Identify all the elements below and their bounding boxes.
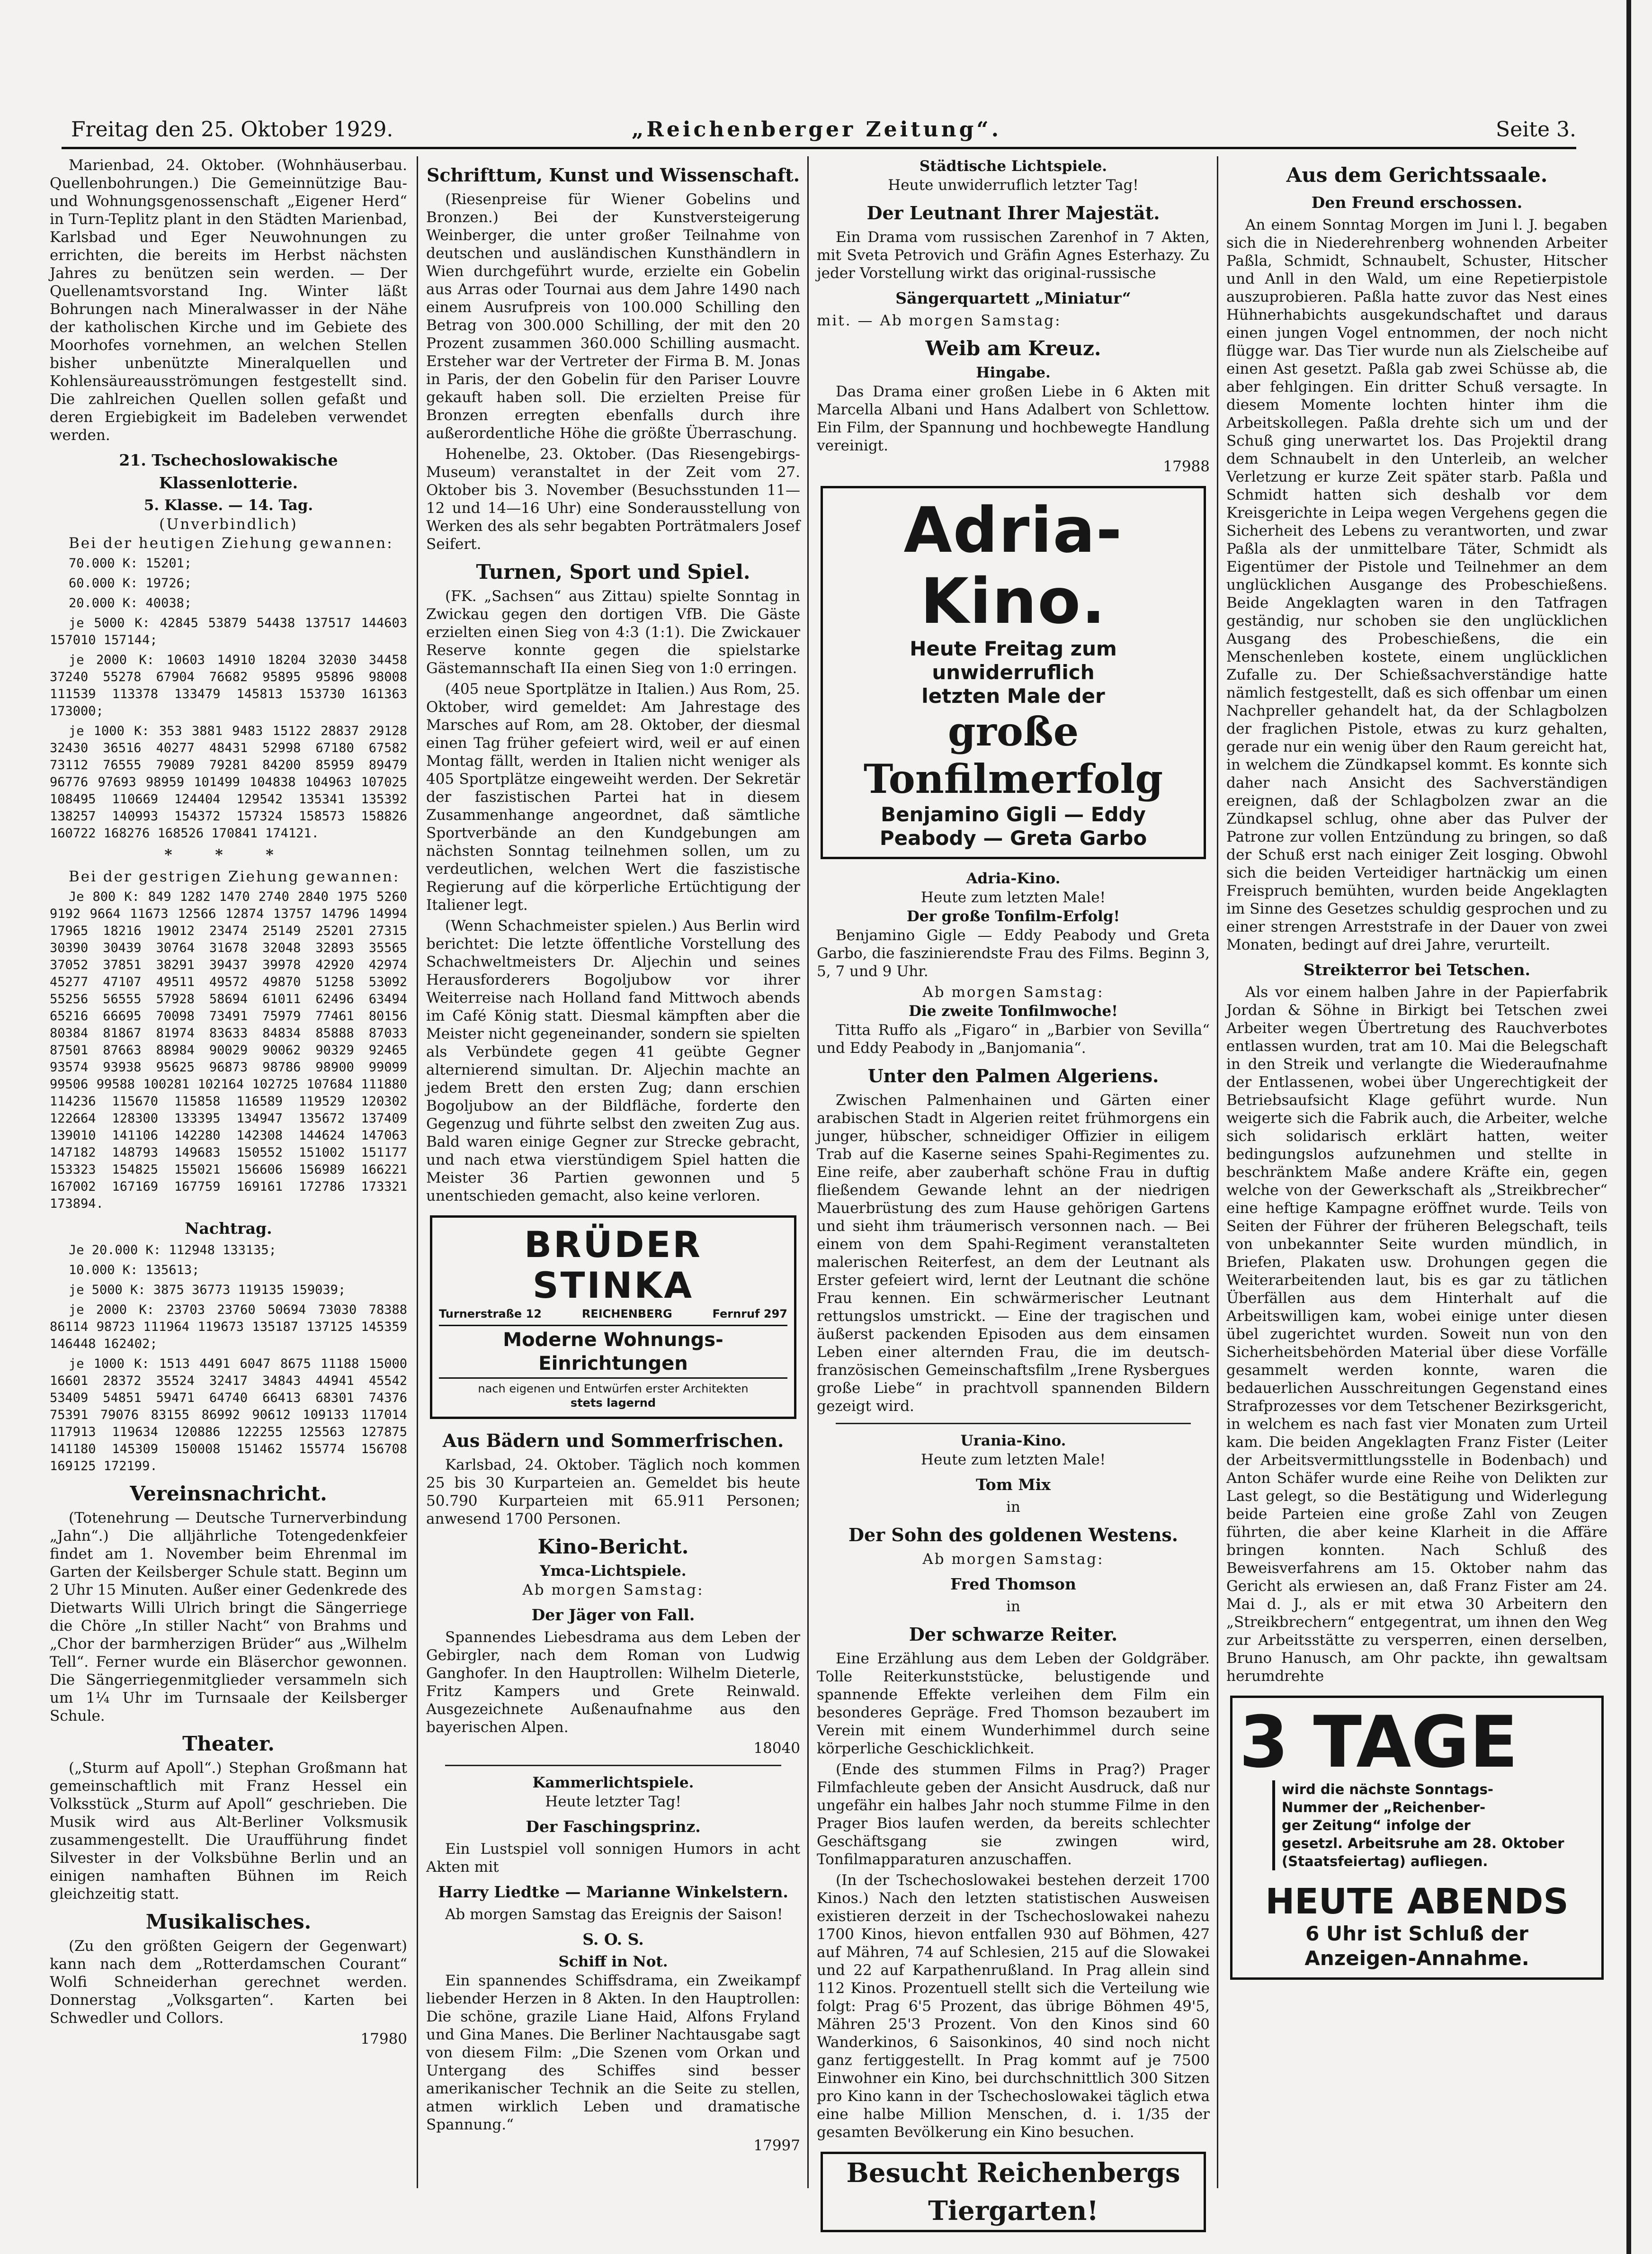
divider <box>445 1765 781 1766</box>
newspaper-page <box>19 9 1633 2245</box>
header-rule <box>62 147 1576 149</box>
heute-abends-headline: HEUTE ABENDS <box>1265 1881 1569 1922</box>
in-label: in <box>1006 1598 1020 1615</box>
lotterie-unverbindlich: (Unverbindlich) <box>159 516 298 533</box>
ad-number: 17980 <box>360 2030 407 2047</box>
film-leutnant-text: Ein Drama vom russischen Zarenhof in 7 Akten, mit Sveta Petrovich und Gräfin Agnes Esterhazy. Zu jeder Vorstellung wirkt das original-russische <box>817 229 1210 282</box>
article-marienbad: Marienbad, 24. Oktober. (Wohnhäuserbau. Quellenbohrungen.) Die Gemeinnützige Bau- und Wohnungsgenossenschaft „Eigener Herd“ in Turn-Teplitz plant in den Städten Marienbad, Karlsbad und Eger Neuwohnungen zu errichten, die bereits im Herbst nächsten Jahres zu benützen sein werden. — Der Quellenamtsvorstand Ing. Winter läßt Bohrungen nach Mineralwasser in der Nähe der katholischen Kirche und im Gebiete des Moorhofes vornehmen, an welchen Stellen bisher unbenützte Mineralquellen und Kohlensäureausströmungen festgestellt sind. Die zahlreichen Quellen sollen gefaßt und deren Ergiebigkeit im Badeleben verwendet werden. <box>50 157 407 444</box>
article-streikterror: Als vor einem halben Jahre in der Papierfabrik Jordan & Söhne in Birkigt bei Tetschen zwei Arbeiter wegen Übertretung des Rauchverbotes entlassen wurden, trat am 10. Mai die Belegschaft in den Streik und verlangte die Wiederaufnahme der Entlassenen, wobei über Ungerechtigkeit der Betriebsaufsicht Klage geführt wurde. Nun weigerte sich die Fabrik auch, die Arbeiter, welche sich solidarisch erklärt hatten, weiter bedingungslos aufzunehmen und stellte in beschränktem Maße andere Kräfte ein, gegen welche von der Gewerkschaft als „Streikbrecher“ eine heftige Kampagne eröffnet wurde. Teils von Seiten der Führer der früheren Belegschaft, teils von unbekannter Seite wurden mündlich, in Briefen, Plakaten usw. Drohungen gegen die Weiterarbeitenden laut, bis es gar zu tätlichen Überfällen aus dem Hinterhalt auf die Arbeitswilligen kam, wobei einige unter diesen übel zugerichtet wurden. Soweit nun von den Sicherheitsbehörden Material über diese Vorfälle gesammelt werden konnte, waren die bedauerlichen Ausschreitungen Gegenstand eines Strafprozesses vor dem Tetschener Bezirksgericht, in welchem es nach fast vier Monaten zum Urteil kam. Die beiden Angeklagten Franz Fister (Leiter der Arbeitsvermittlungsstelle in Bodenbach) und Anton Schäfer wurde eine Reihe von Delikten zur Last gelegt, so die Bestätigung und Widerlegung beide Parteien eine große Zahl von Zeugen führten, die aber keine Klarheit in die Affäre bringen konnten. Nach Schluß des Beweisverfahrens am 15. Oktober nahm das Gericht als erwiesen an, daß Franz Fister am 24. Mai d. J., als er mit etwa 30 Arbeitern den „Streikbrechern“ entgegentrat, um ihnen den Weg zur Arbeitsstätte zu versperren, einen derselben, Bruno Hanusch, am Ohr packte, ihn gewaltsam herumdrehte <box>1226 984 1607 1685</box>
lottery-line: je 2000 K: 10603 14910 18204 32030 34458 37240 55278 67904 76682 95895 95896 98008 111539 113378 133479 145813 153730 161363 173000; <box>50 653 407 718</box>
lottery-line: 70.000 K: 15201; <box>69 556 192 571</box>
adria-sub1: Heute Freitag zum unwiderruflich <box>910 637 1117 684</box>
article-gobelins: (Riesenpreise für Wiener Gobelins und Bronzen.) Bei der Kunstversteigerung Weinberger, die unter großer Teilnahme von deutschen und ausländischen Kunsthändlern in Wien durchgeführt wurde, erzielte ein Gobelin aus Arras oder Tournai aus dem Jahre 1490 nach einem Ausrufpreis von 100.000 Schilling den Betrag von 300.000 Schilling, der mit den 20 Prozent zusammen 360.000 Schilling ausmacht. Ersteher war der Vertreter der Firma B. M. Jonas in Paris, der den Gobelin für den Pariser Louvre gekauft haben soll. Die erzielten Preise für Bronzen erregten ebenfalls durch ihre außerordentliche Höhe die größte Überraschung. <box>426 191 800 442</box>
article-stummfilm: (Ende des stummen Films in Prag?) Prager Filmfachleute geben der Ansicht Ausdruck, daß nur ungefähr ein halbes Jahr noch stumme Filme in den Prager Bios laufen werden, da bereits schlechter Geschäftsgang sie zwingen wird, Tonfilmapparaturen anzuschaffen. <box>817 1761 1210 1868</box>
lottery-line: Je 800 K: 849 1282 1470 2740 2840 1975 5260 9192 9664 11673 12566 12874 13757 14796 14994 17965 18216 19012 23474 25149 25201 27315 30390 30439 30764 31678 32048 32893 35565 37052 37851 38291 39437 39978 42920 42974 45277 47107 49511 49572 49870 51258 53092 55256 56555 57928 58694 61011 62496 63494 65216 66695 70098 73491 75979 77461 80156 80384 81867 81974 83633 84834 85888 87033 87501 87663 88984 90029 90062 90329 92465 93574 93938 95625 96873 98786 98900 99099 99506 99588 100281 102164 102725 107684 111880 114236 115670 115858 116589 119529 120302 122664 128300 133395 134947 135672 137409 139010 141106 142280 142308 144624 147063 147182 148793 149683 150552 151002 151177 153323 154825 155021 156606 156989 166221 167002 167169 167759 169161 172786 173321 173894. <box>50 889 407 1211</box>
lotterie-nachtrag <box>50 1242 407 1475</box>
adria-stars1: Benjamino Gigli — Eddy <box>881 803 1146 826</box>
baeder-title: Aus Bädern und Sommerfrischen. <box>442 1430 784 1451</box>
adria-headline: große Tonfilmerfolg <box>863 708 1163 802</box>
column-3 <box>817 156 1210 2243</box>
tage-line: Nummer der „Reichenber- <box>1282 1799 1486 1815</box>
heute-abends-line: Anzeigen-Annahme. <box>1304 1947 1529 1970</box>
heute-zum-letzten: Heute zum letzten Male! <box>920 1451 1106 1468</box>
film-leutnant-title: Der Leutnant Ihrer Majestät. <box>866 202 1160 224</box>
stinka-address-line <box>439 1306 787 1322</box>
lottery-line: je 1000 K: 1513 4491 6047 8675 11188 15000 16601 28372 35524 32417 34843 44941 45542 53409 54851 59471 64740 66413 68301 74376 75391 79076 83155 86992 90612 109133 117014 117913 119634 120886 122255 125563 127875 141180 145309 150008 151462 155774 156708 169125 172199. <box>50 1356 407 1473</box>
kino-bericht-title: Kino-Bericht. <box>537 1535 689 1558</box>
lottery-line: je 5000 K: 42845 53879 54438 137517 144603 157010 157144; <box>50 616 407 647</box>
lotterie-klasse: 5. Klasse. — 14. Tag. <box>143 497 313 514</box>
stinka-street: Turnerstraße 12 <box>439 1307 542 1320</box>
header-paper-name: „Reichenberger Zeitung“. <box>631 117 1002 142</box>
nachtrag-title: Nachtrag. <box>185 1219 272 1238</box>
tage-headline: 3 TAGE <box>1239 1701 1518 1784</box>
column-1 <box>50 156 407 2048</box>
heute-letzter-tag: Heute letzter Tag! <box>545 1793 681 1810</box>
stinka-stock: stets lagernd <box>570 1396 656 1410</box>
tage-line: (Staatsfeiertag) aufliegen. <box>1282 1853 1488 1869</box>
kammerlichtspiele: Kammerlichtspiele. <box>532 1774 694 1791</box>
tage-line: gesetzl. Arbeitsruhe am 28. Oktober <box>1282 1835 1564 1851</box>
article-hohenelbe: Hohenelbe, 23. Oktober. (Das Riesengebirgs-Museum) veranstaltet in der Zeit vom 27. Oktober bis 3. November (Besuchsstunden 11—12 und 14—16 Uhr) eine Sonderausstellung von Werken des als sehr begabten Porträtmalers Josef Seifert. <box>426 446 800 553</box>
film-reiter-title: Der schwarze Reiter. <box>909 1624 1118 1645</box>
film-palmen-text: Zwischen Palmenhainen und Gärten einer arabischen Stadt in Algerien reitet frühmorgens ein junger, hübscher, schneidiger Offizier in eiligem Trab auf die Kaserne seines Spahi-Regimentes zu. Eine reife, aber zauberhaft schöne Frau in duftig fließendem Gewande lehnt an der niedrigen Mauerbrüstung des zum Hause gehörigen Gartens und sieht ihm träumerisch versonnen nach. — Bei einem von dem Spahi-Regiment veranstalteten malerischen Reiterfest, an dem der Leutnant als Erster gefeiert wird, lernt der Leutnant die schöne Frau kennen. Ein schwärmerischer Leutnant rettungslos umstrickt. — Eine der tragischen und äußerst packenden Episoden aus dem einsamen Leben einer alternden Frau, die im deutsch-französischen Gemeinschaftsfilm „Irene Rysbergues große Liebe“ in prachtvoll spannenden Bildern gezeigt wird. <box>817 1092 1210 1415</box>
staedtische-lichtspiele: Städtische Lichtspiele. <box>919 158 1107 175</box>
lottery-line: 10.000 K: 135613; <box>69 1263 200 1277</box>
lottery-line: Je 20.000 K: 112948 133135; <box>69 1243 277 1257</box>
lottery-line: 60.000 K: 19726; <box>69 576 192 591</box>
quartett-name: Sängerquartett „Miniatur“ <box>895 289 1131 307</box>
film-fasching-text: Ein Lustspiel voll sonnigen Humors in acht Akten mit <box>426 1841 800 1876</box>
divider <box>836 1423 1191 1424</box>
streik-title: Streikterror bei Tetschen. <box>1304 961 1530 979</box>
stinka-slogan: Moderne Wohnungs-Einrichtungen <box>439 1325 787 1379</box>
heute-zum-letzten: Heute zum letzten Male! <box>920 889 1106 906</box>
article-sachsen: (FK. „Sachsen“ aus Zittau) spielte Sonntag in Zwickau gegen den dortigen VfB. Die Gäste erzielten einen Sieg von 4:3 (1:1). Die Zwickauer Reserve konnte gegen die spielstarke Gästemannschaft IIa einen Sieg von 1:0 erringen. <box>426 588 800 677</box>
ab-morgen-samstag: Ab morgen Samstag: <box>922 984 1104 1001</box>
page-header <box>43 117 1590 151</box>
adria-sub2: letzten Male der <box>921 684 1105 708</box>
advertisement-3-tage <box>1230 1696 1604 1980</box>
column-2 <box>426 156 800 2155</box>
stinka-phone: Fernruf 297 <box>712 1307 787 1320</box>
film-weib-title: Weib am Kreuz. <box>925 337 1101 360</box>
separator-stars: * * * <box>164 846 293 863</box>
film-reiter-text: Eine Erzählung aus dem Leben der Goldgräber. Tolle Reiterkunststücke, belustigende und spannende Effekte verleihen dem Film ein besonderes Gepräge. Fred Thomson bezaubert im Verein mit einem Wunderhimmel durch seine körperliche Geschicklichkeit. <box>817 1650 1210 1757</box>
lottery-line: je 5000 K: 3875 36773 119135 159039; <box>69 1283 346 1297</box>
urania-kino: Urania-Kino. <box>960 1432 1066 1449</box>
film-jaeger-text: Spannendes Liebesdrama aus dem Leben der Gebirgler, nach dem Roman von Ludwig Ganghofer. In den Hauptrollen: Wilhelm Dieterle, Fritz Kampers und Grete Reinwald. Ausgezeichnete Außenaufnahme aus den bayerischen Alpen. <box>426 1629 800 1736</box>
article-sportplaetze: (405 neue Sportplätze in Italien.) Aus Rom, 25. Oktober, wird gemeldet: Am Jahrestage des Marsches auf Rom, am 28. Oktober, der diesmal einen Tag früher gefeiert wird, weil er auf einen Montag fällt, werden in Italien nicht weniger als 405 Sportplätze eingeweiht werden. Der Sekretär der faszistischen Partei hat in diesem Zusammenhange angeordnet, daß sämtliche Sportverbände an den Kundgebungen am nächsten Sonntag teilnehmen sollen, um zu verdeutlichen, welchen Wert die faszistische Regierung auf die körperliche Ertüchtigung der Italiener legt. <box>426 681 800 914</box>
theater-title: Theater. <box>182 1732 275 1755</box>
adria-kino-small: Adria-Kino. <box>966 870 1061 887</box>
article-kinos-tschechoslowakei: (In der Tschechoslowakei bestehen derzeit 1700 Kinos.) Nach den letzten statistischen Ausweisen existieren derzeit in der Tschechoslowakei nahezu 1700 Kinos, hievon entfallen 930 auf Böhmen, 427 auf Mähren, 74 auf Schlesien, 215 auf die Slowakei und 22 auf Karpathenrußland. In Prag allein sind 112 Kinos. Prozentuell stellt sich die Verteilung wie folgt: Prag 6'5 Prozent, das übrige Böhmen 49'5, Mähren 25'3 Prozent. Von den Kinos sind 60 Wanderkinos, 6 Saisonkinos, 40 sind noch nicht ganz fertiggestellt. In Prag kommt auf je 7500 Einwohner ein Kino, bei durchschnittlich 300 Sitzen pro Kino kann in der Tschechoslowakei täglich etwa eine halbe Million Menschen, d. i. 1/35 der gesamten Bevölkerung ein Kino besuchen. <box>817 1872 1210 2141</box>
gigli-text: Benjamino Gigle — Eddy Peabody und Greta Garbo, die faszinierendste Frau des Films. Beginn 3, 5, 7 und 9 Uhr. <box>817 927 1210 980</box>
lottery-line: je 1000 K: 353 3881 9483 15122 28837 29128 32430 36516 40277 48431 52998 67180 67582 73112 76555 79089 79281 84200 85959 89479 96776 97693 98959 101499 104838 104963 107025 108495 110669 124404 129542 135341 135392 138257 140993 154372 157324 158573 158826 160722 168276 168526 170841 174121. <box>50 724 407 841</box>
advertisement-adria-kino <box>821 486 1206 859</box>
fred-thomson: Fred Thomson <box>950 1575 1076 1593</box>
tom-mix: Tom Mix <box>976 1475 1051 1494</box>
film-fasching-title: Der Faschingsprinz. <box>526 1817 701 1836</box>
adria-title: Adria-Kino. <box>903 494 1123 638</box>
lotterie-results-today <box>50 555 407 842</box>
film-fasching-stars: Harry Liedtke — Marianne Winkelstern. <box>438 1883 788 1901</box>
column-divider <box>1217 156 1218 2188</box>
heute-unwiderruflich: Heute unwiderruflich letzter Tag! <box>888 177 1139 194</box>
ad-number: 18040 <box>753 1740 800 1757</box>
column-divider <box>807 156 809 2188</box>
tonfilm-erfolg: Der große Tonfilm-Erfolg! <box>906 908 1120 925</box>
tage-notice <box>1272 1780 1595 1870</box>
stinka-city: REICHENBERG <box>581 1307 672 1320</box>
article-karlsbad: Karlsbad, 24. Oktober. Täglich noch kommen 25 bis 30 Kurparteien an. Gemeldet bis heute 50.790 Kurparteien mit 65.911 Personen; anwesend 1700 Personen. <box>426 1456 800 1527</box>
schrifttum-title: Schrifttum, Kunst und Wissenschaft. <box>426 164 800 186</box>
article-freund-erschossen: An einem Sonntag Morgen im Juni l. J. begaben sich die in Niederehrenberg wohnenden Arbeiter Paßla, Schmidt, Schnaubelt, Schuster, Hitscher und Anll in den Wald, um eine Repetierpistole auszuprobieren. Paßla hatte zuvor das Nest eines Hühnerhabichts ausgekundschaftet und daraus einen jungen Vogel entnommen, der noch nicht flügge war. Das Tier wurde nun als Zielscheibe auf einen Ast gesetzt. Paßla gab zwei Schüsse ab, die aber fehlgingen. Ein dritter Schuß versagte. In diesem Momente lochten hinter ihm die Arbeitskollegen. Paßla drehte sich um und der Schuß ging unerwartet los. Das Projektil drang dem Schnaubelt in den Unterleib, an welcher Verletzung er kurze Zeit später starb. Paßla und Schmidt hatten sich deshalb vor dem Kreisgerichte in Leipa wegen Vergehens gegen die Sicherheit des Lebens zu verantworten, und zwar Paßla als der unmittelbare Täter, Schmidt als Eigentümer der Pistole und Teilnehmer an dem unglücklichen Ausgange des Probeschießens. Beide Angeklagten waren in den Tatfragen geständig, nur schoben sie den unglücklichen Ausgang des Probeschießens, die ein Menschenleben kostete, einem unglücklichen Zufalle zu. Der Schießsachverständige hatte nämlich festgestellt, daß es sich offenbar um einen Nachpreller gehandelt hat, da der Schlagbolzen der fraglichen Pistole, etwas zu kurz gehalten, gerade nur ein wenig über den Raum gereicht hat, in welchem die Zündkapsel kommt. Es konnte sich daher nach Ansicht des Sachverständigen ereignen, daß der Schlagbolzen zwar an die Zündkapsel schlug, ohne aber das Pulver der Patrone zur vollen Entzündung zu bringen, so daß der Schuß erst nach einiger Zeit losging. Obwohl sich die beiden Verteidiger hartnäckig um einen Freispruch bemühten, wurden beide Angeklagten im Sinne des Gesetzes schuldig gesprochen und zu einer strengen Arreststrafe in der Dauer von zwei Monaten, bedingt auf drei Jahre, verurteilt. <box>1226 216 1607 953</box>
tage-line: wird die nächste Sonntags- <box>1282 1781 1493 1797</box>
in-label: in <box>1006 1499 1020 1516</box>
lottery-line: je 2000 K: 23703 23760 50694 73030 78388 86114 98723 111964 119673 135187 137125 145359 146448 162402; <box>50 1302 407 1351</box>
gestern-intro: Bei der gestrigen Ziehung gewannen: <box>69 868 400 885</box>
column-4 <box>1226 156 1607 1990</box>
lotterie-intro: Bei der heutigen Ziehung gewannen: <box>69 535 393 552</box>
mit-ab-morgen: mit. — Ab morgen Samstag: <box>817 312 1062 329</box>
zweite-tonfilmwoche: Die zweite Tonfilmwoche! <box>909 1003 1118 1020</box>
ab-morgen-samstag: Ab morgen Samstag: <box>522 1581 704 1598</box>
vereinsnachricht-title: Vereinsnachricht. <box>130 1482 327 1505</box>
article-vereinsnachricht: (Totenehrung — Deutsche Turnerverbindung „Jahn“.) Die alljährliche Totengedenkfeier findet am 1. November beim Ehrenmal im Garten der Keilsberger Schule statt. Beginn um 2 Uhr 15 Minuten. Außer einer Gedenkrede des Dietwarts Willi Ulrich bringt die Sängerriege die Chöre „In stiller Nacht“ von Brahms und „Chor der barmherzigen Brüder“ aus „Wilhelm Tell“. Ferner wurde ein Bläserchor gewonnen. Die Sängerriegenmitglieder versammeln sich um 1¼ Uhr im Turnsaale der Keilsberger Schule. <box>50 1509 407 1724</box>
musikalisches-title: Musikalisches. <box>145 1910 312 1933</box>
header-page-number: Seite 3. <box>1496 117 1576 142</box>
tage-line: ger Zeitung“ infolge der <box>1282 1817 1471 1833</box>
film-weib-text: Das Drama einer großen Liebe in 6 Akten mit Marcella Albani und Hans Adalbert von Schlettow. Ein Film, der Spannung und hochbewegte Handlung vereinigt. <box>817 383 1210 454</box>
heute-abends-line: 6 Uhr ist Schluß der <box>1305 1922 1528 1945</box>
header-date: Freitag den 25. Oktober 1929. <box>71 117 393 142</box>
adria-stars2: Peabody — Greta Garbo <box>879 826 1147 850</box>
ab-morgen-ereignis: Ab morgen Samstag das Ereignis der Saison! <box>445 1906 783 1923</box>
sport-title: Turnen, Sport und Spiel. <box>476 560 750 584</box>
advertisement-tiergarten: Besucht Reichenbergs Tiergarten! <box>821 2152 1206 2232</box>
lotterie-title: 21. Tschechoslowakische Klassenlotterie. <box>119 451 338 492</box>
ab-morgen-samstag: Ab morgen Samstag: <box>922 1551 1104 1568</box>
titta-ruffo-text: Titta Ruffo als „Figaro“ in „Barbier von Sevilla“ und Eddy Peabody in „Banjomania“. <box>817 1022 1210 1057</box>
film-palmen-title: Unter den Palmen Algeriens. <box>867 1065 1159 1087</box>
ymca-cinema: Ymca-Lichtspiele. <box>540 1563 687 1580</box>
film-sohn-title: Der Sohn des goldenen Westens. <box>848 1524 1178 1545</box>
article-schach: (Wenn Schachmeister spielen.) Aus Berlin wird berichtet: Die letzte öffentliche Vorstellung des Schachweltmeisters Dr. Aljechin und seines Herausforderers Bogoljubow vor ihrer Weiterreise nach Holland fand Mittwoch abends im Café König statt. Diesmal kämpften aber die Meister nicht gegeneinander, sondern sie spielten als Verbündete gegen 41 geübte Gegner alternierend simultan. Dr. Aljechin machte an jedem Brett den ersten Zug; dann erschien Bogoljubow an der Bildfläche, forderte den Gegenzug und führte selbst den zweiten Zug aus. Bald waren einige Gegner zur Strecke gebracht, und nach etwa vierstündigem Spiel hatten die Meister 36 Partien gewonnen und 5 unentschieden gemacht, also keine verloren. <box>426 917 800 1204</box>
article-musikalisches: (Zu den größten Geigern der Gegenwart) kann nach dem „Rotterdamschen Courant“ Wolfi Schneiderhan gerechnet werden. Donnerstag „Volksgarten“. Karten bei Schwedler und Collors. <box>50 1938 407 2027</box>
advertisement-brueder-stinka <box>430 1215 796 1419</box>
film-sos-text: Ein spannendes Schiffsdrama, ein Zweikampf liebender Herzen in 8 Akten. In den Hauptrollen: Die schöne, grazile Liane Haid, Alfons Fryland und Gina Manes. Die Berliner Nachtausgabe sagt von diesem Film: „Die Szenen vom Orkan und Untergang des Schiffes sind besser amerikanischer Technik an die Seite zu stellen, atmen wirklich Leben und dramatische Spannung.“ <box>426 1972 800 2133</box>
film-hingabe: Hingabe. <box>976 364 1051 381</box>
film-sos-title: S. O. S. <box>582 1930 644 1949</box>
film-jaeger-title: Der Jäger von Fall. <box>531 1606 695 1624</box>
page-edge-bar <box>1626 0 1631 2254</box>
column-divider <box>417 156 418 2188</box>
ad-number: 17988 <box>1163 458 1210 475</box>
ad-number: 17997 <box>753 2137 800 2154</box>
article-theater: („Sturm auf Apoll“.) Stephan Großmann hat gemeinschaftlich mit Franz Hessel ein Volksstück „Sturm auf Apoll“ geschrieben. Die Musik wird aus Alt-Berliner Volksmusik zusammengestellt. Die Uraufführung findet Silvester in der Volksbühne Berlin und an einigen namhaften Bühnen im Reich gleichzeitig statt. <box>50 1760 407 1903</box>
film-sos-subtitle: Schiff in Not. <box>558 1953 668 1970</box>
stinka-note: nach eigenen und Entwürfen erster Architekten <box>478 1382 749 1395</box>
gerichtssaal-title: Aus dem Gerichtssaale. <box>1286 163 1548 187</box>
freund-title: Den Freund erschossen. <box>1311 193 1523 212</box>
lotterie-results-yesterday <box>50 889 407 1212</box>
lottery-line: 20.000 K: 40038; <box>69 596 192 611</box>
stinka-title: BRÜDER STINKA <box>524 1223 702 1306</box>
